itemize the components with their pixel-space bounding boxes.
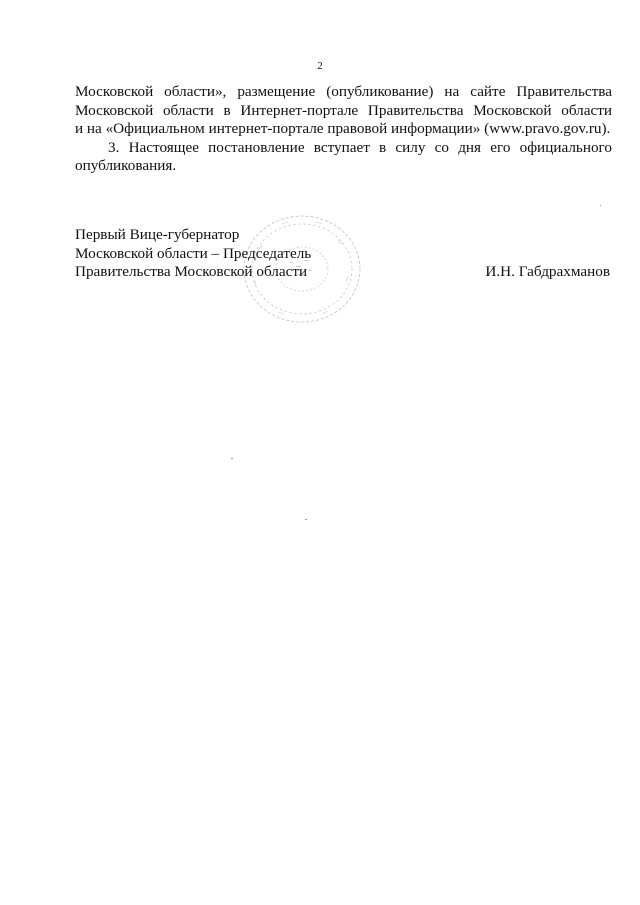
scan-speck (600, 205, 601, 206)
signatory-position (75, 226, 375, 282)
scan-speck (305, 519, 307, 520)
scan-speck (231, 458, 233, 459)
signatory-name: И.Н. Габдрахманов (485, 263, 610, 280)
position-line: Первый Вице-губернатор (75, 226, 240, 243)
text-line: опубликования. (75, 157, 177, 175)
document-body (75, 83, 612, 176)
paragraph-publication (75, 83, 612, 139)
text-line: 3. Настоящее постановление вступает в силу со дня его официального (108, 138, 612, 156)
paragraph-effective-date (75, 139, 612, 176)
text-line: Московской области», размещение (опубликование) на сайте Правительства (75, 83, 612, 100)
text-line: Московской области в Интернет-портале Правительства Московской области (75, 101, 612, 119)
position-line: Московской области – Председатель (75, 244, 312, 262)
text-line: и на «Официальном интернет-портале правовой информации» (www.pravo.gov.ru). (75, 120, 611, 138)
page-number: 2 (317, 60, 323, 72)
position-line: Правительства Московской области (75, 263, 308, 281)
